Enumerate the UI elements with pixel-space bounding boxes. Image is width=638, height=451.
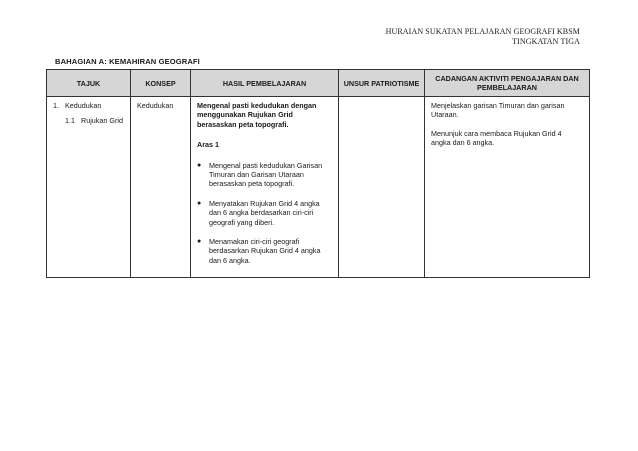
cell-hasil-pembelajaran (191, 97, 339, 278)
bullet-text: Menamakan ciri-ciri geografi berdasarkan Rujukan Grid 4 angka dan 6 angka. (209, 237, 321, 265)
tajuk-sub-label: Rujukan Grid (81, 116, 123, 126)
syllabus-table (46, 69, 590, 278)
tajuk-sub (53, 116, 124, 125)
bullet-text: Menyatakan Rujukan Grid 4 angka dan 6 angka berdasarkan ciri-ciri geografi yang diberi. (209, 198, 320, 227)
bullet-icon: ● (197, 199, 202, 207)
cell-konsep (131, 97, 191, 278)
cadangan-item: Menunjuk cara membaca Rujukan Grid 4 angka dan 6 angka. (431, 128, 562, 148)
tajuk-main-number: 1. (53, 101, 59, 110)
bullet-text: Mengenal pasti kedudukan Garisan Timuran dan Garisan Utaraan berasaskan peta topografi. (209, 160, 323, 189)
list-item (197, 237, 332, 265)
cell-cadangan-aktiviti (425, 97, 590, 278)
bullet-icon: ● (197, 238, 202, 246)
column-header-unsur-patriotisme: UNSUR PATRIOTISME (339, 70, 425, 97)
document-header (386, 27, 580, 47)
column-header-cadangan-aktiviti: CADANGAN AKTIVITI PENGAJARAN DAN PEMBELAJARAN (425, 70, 590, 97)
konsep-text: Kedudukan (137, 101, 174, 110)
list-item (197, 161, 332, 189)
bullet-icon: ● (197, 161, 202, 169)
cell-unsur-patriotisme (339, 97, 425, 278)
table-header-row (47, 70, 590, 97)
hasil-intro: Mengenal pasti kedudukan dengan menggunakan Rujukan Grid berasaskan peta topografi. (197, 101, 317, 129)
aras-label: Aras 1 (197, 140, 219, 150)
list-item (197, 199, 332, 227)
tajuk-main (53, 101, 124, 110)
tajuk-sub-number: 1.1 (65, 116, 75, 126)
header-line-2: TINGKATAN TIGA (512, 37, 580, 46)
cell-tajuk (47, 97, 131, 278)
section-title: BAHAGIAN A: KEMAHIRAN GEOGRAFI (55, 57, 200, 66)
column-header-hasil-pembelajaran: HASIL PEMBELAJARAN (191, 70, 339, 97)
tajuk-main-label: Kedudukan (65, 101, 102, 110)
header-line-1: HURAIAN SUKATAN PELAJARAN GEOGRAFI KBSM (385, 27, 580, 36)
table-row (47, 97, 590, 278)
cadangan-item: Menjelaskan garisan Timuran dan garisan Utaraan. (431, 101, 565, 120)
hasil-bullet-list (197, 161, 332, 266)
column-header-tajuk: TAJUK (47, 70, 131, 97)
column-header-konsep: KONSEP (131, 70, 191, 97)
